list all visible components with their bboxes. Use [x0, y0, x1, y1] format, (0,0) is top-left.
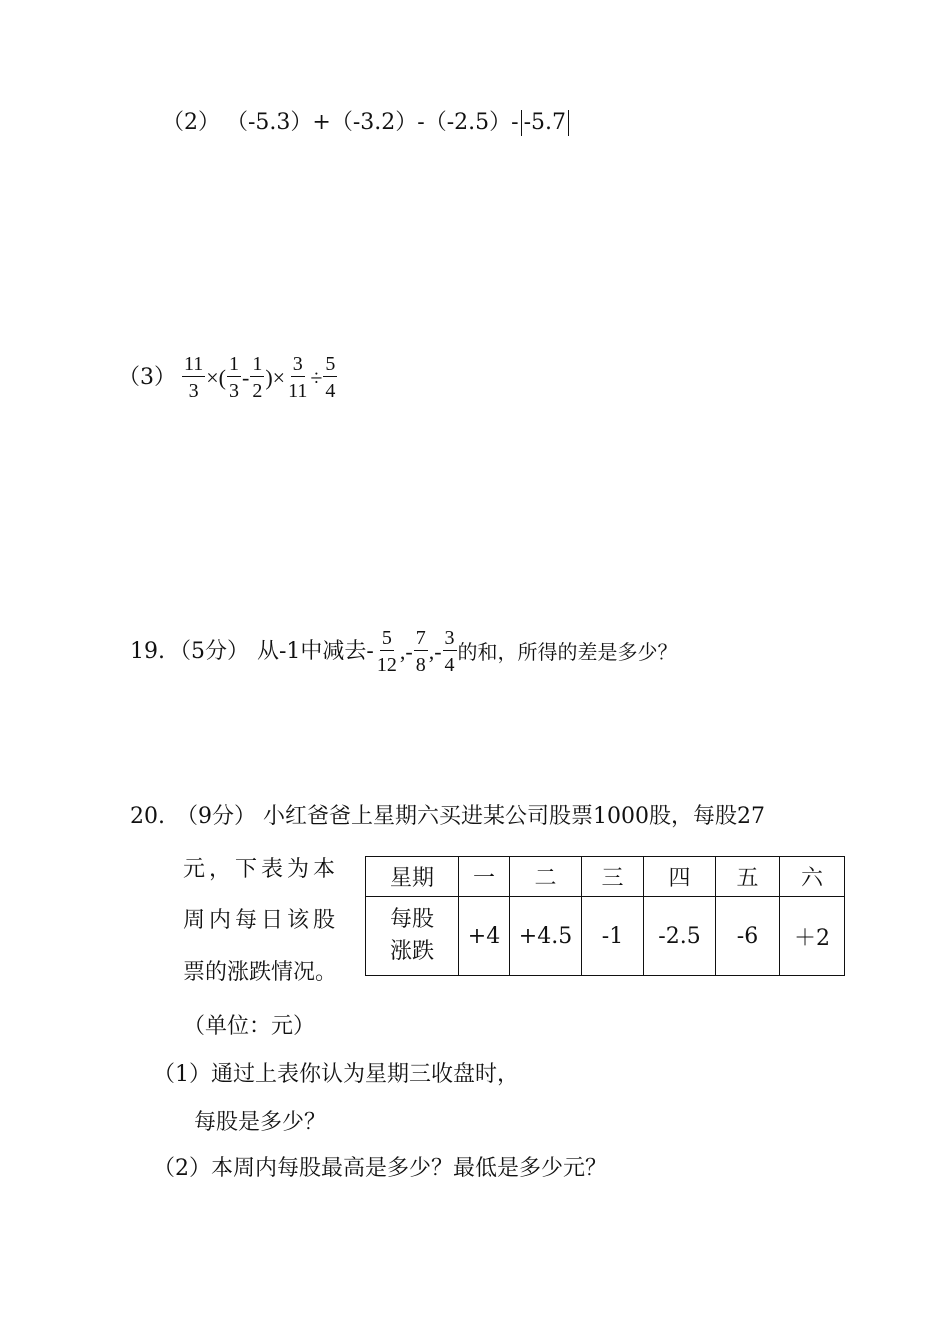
- table-day: 一: [459, 857, 510, 897]
- fraction: $\frac{11}{3}$: [184, 353, 204, 402]
- fraction: $\frac{1}{3}$: [229, 353, 239, 402]
- table-row: [366, 857, 845, 897]
- q20-sub1-line1: （1）通过上表你认为星期三收盘时，: [153, 1062, 519, 1087]
- q20-line1: [130, 806, 765, 828]
- fraction: $\frac{5}{12}$: [376, 627, 397, 676]
- q19: 19. （5分） 从-1中减去- $\frac{5}{12}$ ,- $\frac{7}{8}$ ,- $\frac{3}{4}$ 的和，所得的差是多少？: [130, 627, 678, 676]
- fraction: $\frac{1}{2}$: [252, 353, 263, 402]
- q19-score: （5分）: [169, 638, 249, 664]
- q20-sub2: （2）本周内每股最高是多少？最低是多少元？: [153, 1156, 607, 1181]
- table-row-label: 每股 涨跌: [366, 897, 459, 976]
- table-day: 五: [716, 857, 780, 897]
- fraction: $\frac{3}{4}$: [444, 627, 455, 676]
- q18-part2-abs-value: -5.7: [523, 110, 566, 135]
- q18-part3-label: （3）: [118, 364, 176, 390]
- table-header-label: 星期: [366, 857, 459, 897]
- q19-text-end: 的和，所得的差是多少？: [457, 639, 678, 664]
- table-day: 三: [582, 857, 644, 897]
- q20-line4: 票的涨跌情况。: [183, 960, 338, 985]
- abs-bar-right: [568, 110, 569, 136]
- abs-bar-left: [521, 110, 522, 136]
- q20-line3: 周内每日该股: [183, 908, 340, 933]
- table-value: +4.5: [510, 897, 582, 976]
- table-value: +4: [459, 897, 510, 976]
- table-day: 四: [644, 857, 716, 897]
- fraction: $\frac{7}{8}$: [415, 627, 426, 676]
- table-value: ＋2: [780, 897, 845, 976]
- q20-line2: 元，下表为本: [183, 857, 340, 882]
- q20-number: 20.: [130, 804, 165, 829]
- table-value: -2.5: [644, 897, 716, 976]
- q18-part3: （3） $\frac{11}{3}$ ×( $\frac{1}{3}$ - $\frac{1}{2}$ )× $\frac{3}{11}$ ÷ $\frac{5}{4}$: [118, 353, 336, 402]
- table-day: 六: [780, 857, 845, 897]
- table-value: -6: [716, 897, 780, 976]
- q19-text-start: 从-1中减去-: [257, 638, 374, 664]
- stock-change-table: [365, 856, 845, 976]
- table-day: 二: [510, 857, 582, 897]
- fraction: $\frac{5}{4}$: [325, 353, 336, 402]
- q19-number: 19.: [130, 638, 165, 664]
- q20-unit: （单位：元）: [183, 1014, 316, 1039]
- q20-score: （9分）: [176, 804, 256, 829]
- fraction: $\frac{3}{11}$: [288, 353, 308, 402]
- q18-part2-expression: （-5.3）+（-3.2）-（-2.5）-: [226, 110, 519, 135]
- table-value: -1: [582, 897, 644, 976]
- q18-part2: [162, 110, 571, 136]
- table-row: [366, 897, 845, 976]
- q20-text-line1: 小红爸爸上星期六买进某公司股票1000股，每股27: [263, 804, 765, 829]
- q20-sub1-line2: 每股是多少？: [194, 1110, 327, 1135]
- q18-part2-label: （2）: [162, 110, 220, 135]
